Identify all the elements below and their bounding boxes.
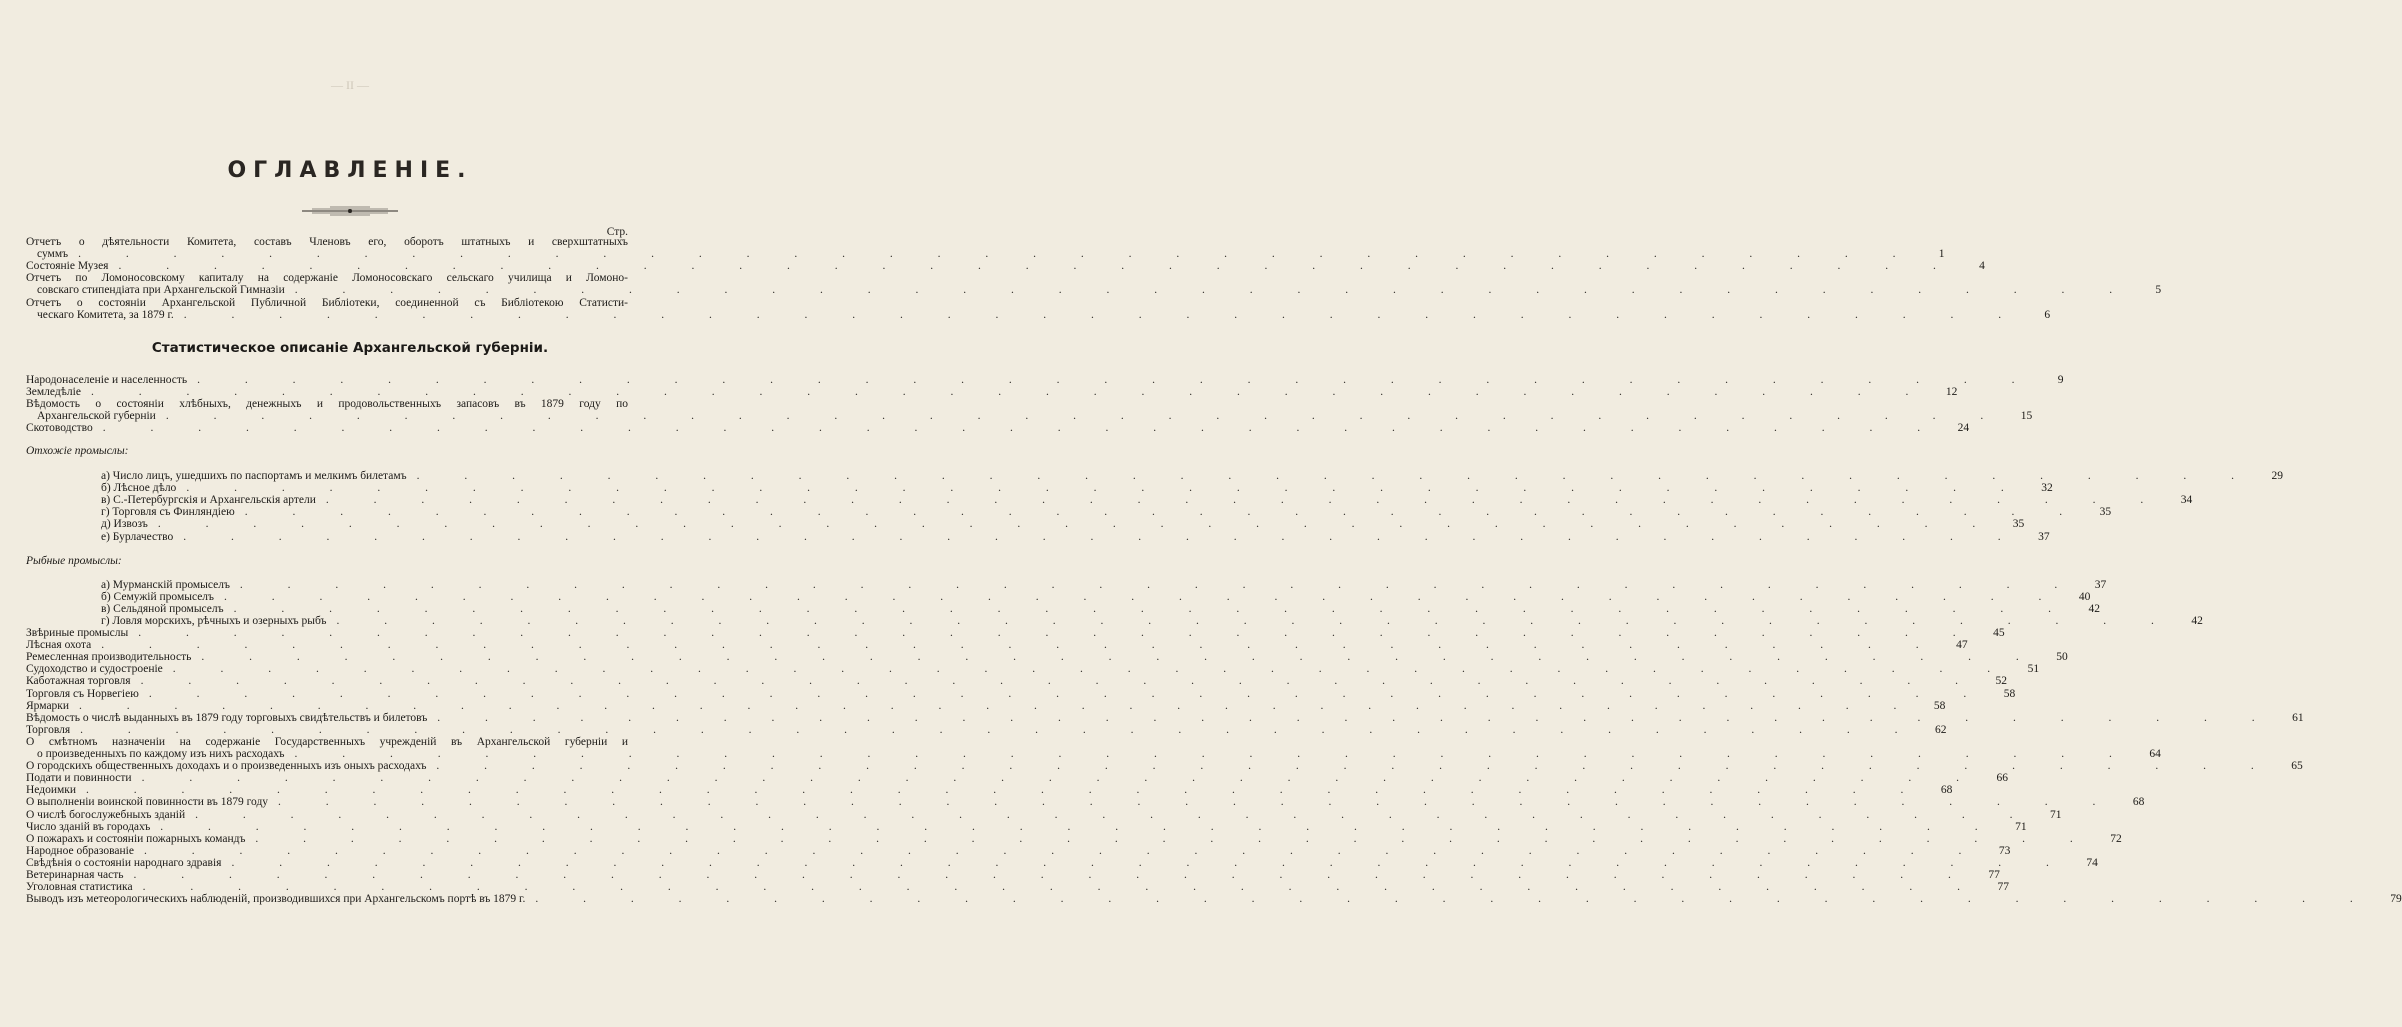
toc-entry [26,784,1953,797]
toc-entry-first-line: Отчетъ по Ломоносовскому капиталу на содержаніе Ломоносовскаго сельскаго училища и Ломоно- [26,272,628,285]
toc-entry-page: 34 [2180,494,2193,507]
toc-entry [101,506,2112,519]
leader-dots: . . . . . . . . . . . . . . . . . . . . . . . . . . . . . . . . . . . . . . . [160,820,1999,833]
leader-dots: . . . . . . . . . . . . . . . . . . . . . . . . . . . . . . . . . . . . . . . [183,530,2022,543]
toc-entry [26,796,2145,809]
leader-dots: . . . . . . . . . . . . . . . . . . . . . . . . . . . . . . . . . . . . . . . [102,422,1942,435]
toc-entry-page: 15 [2020,410,2033,423]
toc-entry-title: Ярмарки [26,699,70,712]
toc-entry [26,856,2098,869]
toc-entry-page: 68 [1940,784,1953,797]
leader-dots: . . . . . . . . . . . . . . . . . . . . . . . . . . . . . . . . . . . . . . . [416,470,2255,482]
toc-entry-title: Вѣдомость о числѣ выданныхъ въ 1879 году торговыхъ свидѣтельствъ и билетовъ [26,711,428,724]
leader-dots: . . . . . . . . . . . . . . . . . . . . . . . . . . . . . . . . . . . . . . . [90,386,1930,399]
toc-entry-title: д) Извозъ [101,518,148,531]
toc-entry-title: Недоимки [26,784,77,797]
toc-entry-title: Состояніе Музея [26,260,109,273]
toc-entry-page: 12 [1945,386,1958,399]
leader-dots: . . . . . . . . . . . . . . . . . . . . . . . . . . . . . . . . . . . . . . . [255,832,2094,845]
toc-entry [26,687,2016,700]
leader-dots: . . . . . . . . . . . . . . . . . . . . . . . . . . . . . . . . . . . . . . . [195,808,2034,821]
toc-entry-page: 6 [2044,308,2051,321]
toc-entry-title: е) Бурлачество [101,530,174,543]
leader-dots: . . . . . . . . . . . . . . . . . . . . . . . . . . . . . . . . . . . . . . . [80,723,1919,736]
toc-entry [26,422,1970,435]
toc-entry [26,808,2062,821]
toc-entry [101,579,2107,591]
toc-entry-page: 37 [2038,530,2050,543]
leader-dots: . . . . . . . . . . . . . . . . . . . . . . . . . . . . . . . . . . . . . . . [437,711,2276,724]
section-label-otkhozhie: Отхожіе промыслы: [26,445,129,457]
toc-entry [26,820,2027,833]
page-title: ОГЛАВЛЕНІЕ. [227,158,473,183]
toc-entry-title: в) Сельдяной промыселъ [101,603,224,616]
toc-entry-title: Скотоводство [26,422,93,435]
toc-entry [101,518,2025,531]
toc-entry [101,470,2283,482]
leader-dots: . . . . . . . . . . . . . . . . . . . . . . . . . . . . . . . . . . . . . . . [231,856,2070,869]
toc-entry-page: 71 [2050,808,2062,821]
toc-entry [26,881,2009,894]
title-ornament [0,206,700,216]
toc-entry-page: 47 [1956,639,1968,652]
toc-entry-page: 61 [2292,711,2304,724]
toc-entry-title: Звѣриные промыслы [26,627,129,639]
toc-entry [37,284,2162,297]
toc-entry-page: 40 [2078,591,2091,604]
toc-entry-page: 77 [1997,881,2009,894]
toc-entry-title: б) Лѣсное дѣло [101,482,177,495]
toc-entry [26,386,1958,399]
toc-entry [37,410,2033,423]
toc-entry [26,772,2008,785]
toc-entry-page: 5 [2155,284,2162,297]
toc-entry-page: 73 [1998,844,2011,857]
toc-entry-page: 35 [2099,506,2112,519]
toc-entry-page: 79 [2390,893,2402,906]
toc-entry-title: О пожарахъ и состояніи пожарныхъ командъ [26,832,246,845]
toc-entry [26,711,2304,724]
leader-dots: . . . . . . . . . . . . . . . . . . . . . . . . . . . . . . . . . . . . . . . [101,639,1940,652]
toc-entry-title: Уголовная статистика [26,881,133,894]
toc-entry-page: 77 [1988,869,2000,881]
toc-entry-page: 66 [1996,772,2008,785]
leader-dots: . . . . . . . . . . . . . . . . . . . . . . . . . . . . . . . . . . . . . . . [186,482,2025,495]
toc-entry-page: 62 [1935,723,1947,736]
leader-dots: . . . . . . . . . . . . . . . . . . . . . . . . . . . . . . . . . . . . . . . [325,494,2165,507]
toc-entry [26,639,1968,652]
toc-entry-page: 9 [2057,374,2064,386]
leader-dots: . . . . . . . . . . . . . . . . . . . . . . . . . . . . . . . . . . . . . . . [79,699,1918,712]
toc-entry-page: 52 [1995,675,2007,688]
toc-entry-page: 74 [2086,856,2098,869]
leader-dots: . . . . . . . . . . . . . . . . . . . . . . . . . . . . . . . . . . . . . . . [436,760,2275,773]
toc-entry-page: 65 [2291,760,2303,773]
toc-entry-page: 29 [2271,470,2283,482]
toc-entry-title: Свѣдѣнія о состояніи народнаго здравія [26,856,222,869]
leader-dots: . . . . . . . . . . . . . . . . . . . . . . . . . . . . . . . . . . . . . . . [133,869,1972,881]
toc-entry [101,530,2050,543]
toc-entry-page: 64 [2149,748,2161,760]
toc-entry [26,893,2402,906]
toc-entry-title: Ветеринарная часть [26,869,124,881]
toc-entry-title: Земледѣліе [26,386,81,399]
toc-entry [26,260,1985,273]
leader-dots: . . . . . . . . . . . . . . . . . . . . . . . . . . . . . . . . . . . . . . . [294,284,2134,297]
leader-dots: . . . . . . . . . . . . . . . . . . . . . . . . . . . . . . . . . . . . . . . [183,308,2023,321]
toc-entry-title: О числѣ богослужебныхъ зданій [26,808,186,821]
toc-entry [26,699,1946,712]
toc-entry-title: в) С.-Петербургскія и Архангельскія артели [101,494,316,507]
toc-entry-page: 4 [1979,260,1985,273]
leader-dots: . . . . . . . . . . . . . . . . . . . . . . . . . . . . . . . . . . . . . . . [148,687,1988,700]
toc-entry-page: 45 [1993,627,2005,639]
toc-entry-title: Подати и повинности [26,772,132,785]
toc-entry-page: 24 [1957,422,1970,435]
toc-entry [26,760,2303,773]
toc-entry [101,482,2053,495]
leader-dots: . . . . . . . . . . . . . . . . . . . . . . . . . . . . . . . . . . . . . . . [157,518,1997,531]
toc-entry-title: г) Торговля съ Финляндіею [101,506,235,519]
toc-entry-title: О выполненіи воинской повинности въ 1879 году [26,796,269,809]
leader-dots: . . . . . . . . . . . . . . . . . . . . . . . . . . . . . . . . . . . . . . . [172,663,2012,676]
toc-entry-title: б) Семужій промыселъ [101,591,214,604]
page-column-label: Стр. [606,226,628,238]
toc-entry-title: совскаго стипендіата при Архангельской Гимназіи [37,284,285,297]
toc-entry-first-line: Отчетъ о состояніи Архангельской Публичной Библіотеки, соединенной съ Библіотекою Статисти- [26,296,628,309]
toc-entry-title: О городскихъ общественныхъ доходахъ и о произведенныхъ изъ оныхъ расходахъ [26,760,427,773]
leader-dots: . . . . . . . . . . . . . . . . . . . . . . . . . . . . . . . . . . . . . . . [141,772,1980,785]
toc-entry-first-line: Вѣдомость о состояніи хлѣбныхъ, денежныхъ и продовольственныхъ запасовъ въ 1879 году по [26,398,628,411]
toc-entry-page: 1 [1938,248,1945,261]
leader-dots: . . . . . . . . . . . . . . . . . . . . . . . . . . . . . . . . . . . . . . . [138,627,1977,639]
toc-entry-title: Судоходство и судостроеніе [26,663,163,676]
toc-entry [37,308,2051,321]
toc-entry-page: 58 [2003,687,2016,700]
leader-dots: . . . . . . . . . . . . . . . . . . . . . . . . . . . . . . . . . . . . . . . [336,615,2175,628]
toc-entry-page: 50 [2056,651,2068,664]
toc-entry-page: 72 [2110,832,2122,845]
toc-entry-title: Торговля съ Норвегіею [26,687,139,700]
toc-entry [26,832,2122,845]
leader-dots: . . . . . . . . . . . . . . . . . . . . . . . . . . . . . . . . . . . . . . . [244,506,2084,519]
leader-dots: . . . . . . . . . . . . . . . . . . . . . . . . . . . . . . . . . . . . . . . [535,893,2374,906]
leader-dots: . . . . . . . . . . . . . . . . . . . . . . . . . . . . . . . . . . . . . . . [140,675,1979,688]
leader-dots: . . . . . . . . . . . . . . . . . . . . . . . . . . . . . . . . . . . . . . . [294,748,2133,760]
toc-entry-page: 35 [2012,518,2025,531]
toc-entry [101,615,2203,628]
toc-entry [26,663,2040,676]
page-number: — II — [331,78,369,92]
leader-dots: . . . . . . . . . . . . . . . . . . . . . . . . . . . . . . . . . . . . . . . [165,410,2005,423]
leader-dots: . . . . . . . . . . . . . . . . . . . . . . . . . . . . . . . . . . . . . . . [201,651,2040,664]
toc-entry [101,494,2193,507]
leader-dots: . . . . . . . . . . . . . . . . . . . . . . . . . . . . . . . . . . . . . . . [233,603,2072,616]
leader-dots: . . . . . . . . . . . . . . . . . . . . . . . . . . . . . . . . . . . . . . . [86,784,1925,797]
toc-entry-title: Каботажная торговля [26,675,131,688]
section-heading: Статистическое описаніе Архангельской губерніи. [151,340,549,356]
leader-dots: . . . . . . . . . . . . . . . . . . . . . . . . . . . . . . . . . . . . . . . [224,591,2063,604]
toc-entry-first-line: О смѣтномъ назначеніи на содержаніе Государственныхъ учрежденій въ Архангельской губерніи и [26,735,628,748]
toc-entry [37,748,2161,760]
toc-entry [26,844,2011,857]
toc-entry-title: Торговля [26,723,71,736]
toc-entry-title: Лѣсная охота [26,639,92,652]
toc-entry-page: 58 [1933,699,1946,712]
leader-dots: . . . . . . . . . . . . . . . . . . . . . . . . . . . . . . . . . . . . . . . [142,881,1981,894]
toc-entry [26,869,2000,881]
toc-entry [26,374,2064,386]
toc-entry [26,651,2068,664]
leader-dots: . . . . . . . . . . . . . . . . . . . . . . . . . . . . . . . . . . . . . . . [78,248,1917,261]
toc-entry [101,591,2091,604]
leader-dots: . . . . . . . . . . . . . . . . . . . . . . . . . . . . . . . . . . . . . . . [143,844,1983,857]
toc-entry-title: а) Мурманскій промыселъ [101,579,230,591]
toc-entry-title: ческаго Комитета, за 1879 г. [37,308,174,321]
toc-entry [101,603,2100,616]
leader-dots: . . . . . . . . . . . . . . . . . . . . . . . . . . . . . . . . . . . . . . . [239,579,2079,591]
toc-entry-page: 32 [2041,482,2053,495]
section-label-rybnye: Рыбные промыслы: [26,555,122,567]
toc-entry-title: Народонаселеніе и населенность [26,374,188,386]
toc-entry-title: а) Число лицъ, ушедшихъ по паспортамъ и мелкимъ билетамъ [101,470,407,482]
leader-dots: . . . . . . . . . . . . . . . . . . . . . . . . . . . . . . . . . . . . . . . [197,374,2036,386]
toc-entry-title: Выводъ изъ метеорологическихъ наблюденій, производившихся при Архангельскомъ портѣ въ 1879 г. [26,893,526,906]
toc-entry-page: 51 [2027,663,2040,676]
toc-entry [26,675,2007,688]
toc-entry [26,627,2005,639]
toc-entry-page: 42 [2088,603,2100,616]
toc-entry [37,248,1945,261]
toc-entry-page: 37 [2094,579,2107,591]
toc-entry-page: 68 [2132,796,2145,809]
leader-dots: . . . . . . . . . . . . . . . . . . . . . . . . . . . . . . . . . . . . . . . [118,260,1957,273]
toc-entry-title: Архангельской губерніи [37,410,156,423]
toc-entry-title: Ремесленная производительность [26,651,192,664]
toc-entry-page: 42 [2191,615,2203,628]
toc-entry-title: Народное образованіе [26,844,134,857]
toc-entry-title: суммъ [37,248,69,261]
leader-dots: . . . . . . . . . . . . . . . . . . . . . . . . . . . . . . . . . . . . . . . [278,796,2117,809]
toc-entry-title: г) Ловля морскихъ, рѣчныхъ и озерныхъ рыбъ [101,615,327,628]
toc-entry-title: о произведенныхъ по каждому изъ нихъ расходахъ [37,748,285,760]
toc-entry [26,723,1947,736]
toc-entry-first-line: Отчетъ о дѣятельности Комитета, составъ Членовъ его, оборотъ штатныхъ и сверхштатныхъ [26,236,628,248]
toc-entry-title: Число зданій въ городахъ [26,820,151,833]
toc-entry-page: 71 [2015,820,2027,833]
